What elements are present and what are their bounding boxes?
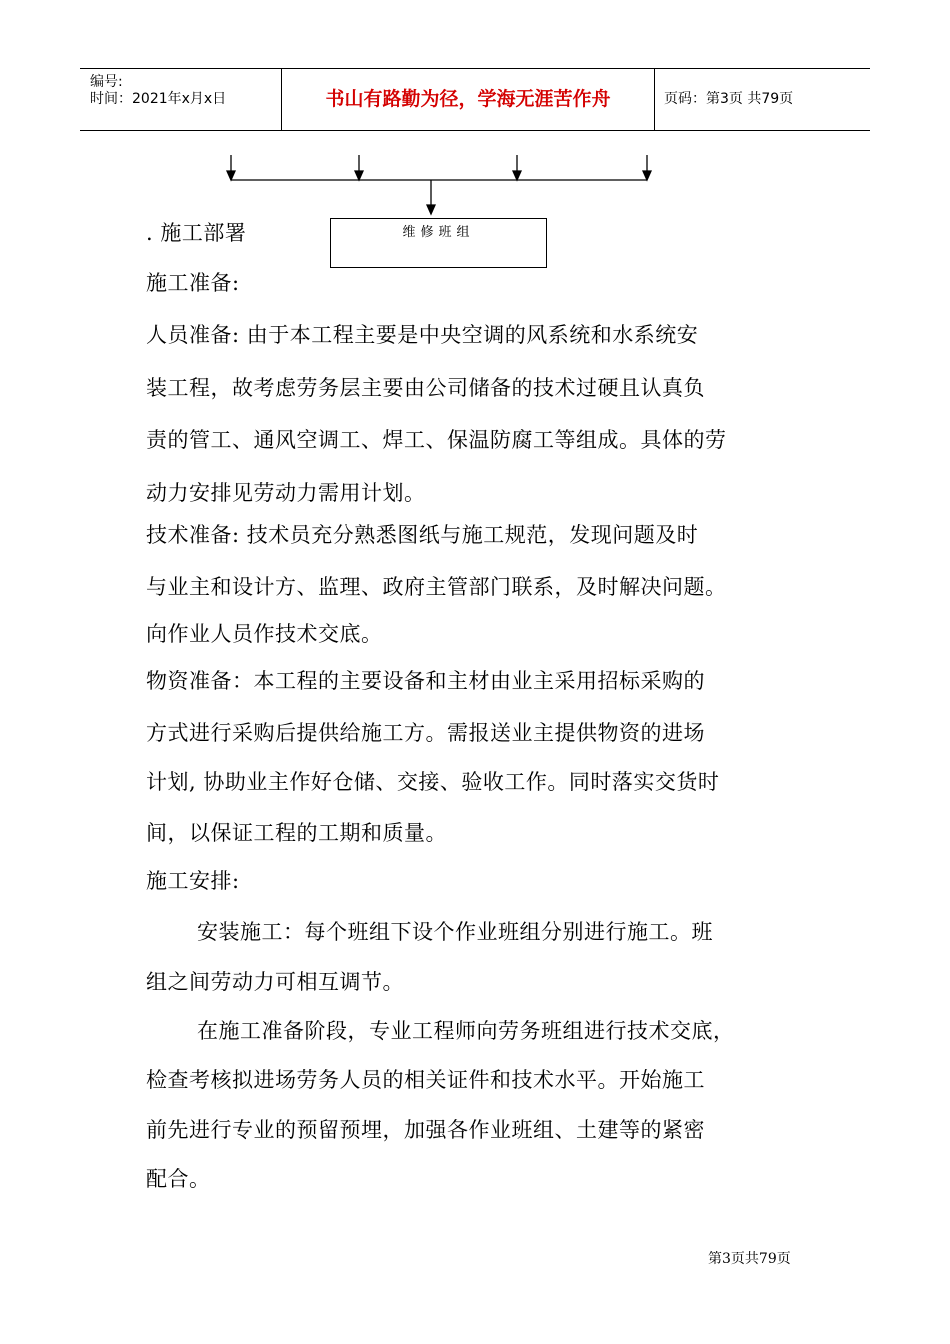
- arrow-head-down: [427, 205, 435, 214]
- text-line: 前先进行专业的预留预埋，加强各作业班组、土建等的紧密: [146, 1118, 705, 1142]
- text-line: 人员准备: 由于本工程主要是中央空调的风系统和水系统安: [146, 323, 699, 347]
- text-line: 技术准备: 技术员充分熟悉图纸与施工规范，发现问题及时: [146, 523, 699, 547]
- text-line: 组之间劳动力可相互调节。: [146, 970, 404, 994]
- header-meta: [80, 69, 281, 130]
- text-line: 施工准备:: [146, 271, 240, 295]
- header-number-label: 编号:: [90, 74, 123, 90]
- org-chart-box-maintenance-team: 维修班组: [330, 218, 547, 268]
- text-line: 施工安排:: [146, 869, 240, 893]
- header-date-label: 时间：2021年x月x日: [90, 91, 227, 107]
- text-line: 安装施工：每个班组下设个作业班组分别进行施工。班: [197, 920, 713, 944]
- arrow-head-2: [355, 171, 363, 180]
- text-line: 检查考核拟进场劳务人员的相关证件和技术水平。开始施工: [146, 1068, 705, 1092]
- header-page-info: [654, 69, 870, 130]
- text-line: 与业主和设计方、监理、政府主管部门联系，及时解决问题。: [146, 575, 727, 599]
- arrow-head-1: [227, 171, 235, 180]
- text-line: 责的管工、通风空调工、焊工、保温防腐工等组成。具体的劳: [146, 428, 727, 452]
- text-line: 配合。: [146, 1167, 211, 1191]
- page-header: [80, 68, 870, 131]
- text-line: 物资准备：本工程的主要设备和主材由业主采用招标采购的: [146, 669, 705, 693]
- text-line: 间，以保证工程的工期和质量。: [146, 821, 447, 845]
- arrow-head-4: [643, 171, 651, 180]
- text-line: 在施工准备阶段，专业工程师向劳务班组进行技术交底，: [197, 1019, 735, 1043]
- arrow-head-3: [513, 171, 521, 180]
- text-line: 计划, 协助业主作好仓储、交接、验收工作。同时落实交货时: [146, 770, 720, 794]
- page-footer: 第3页共79页: [708, 1251, 791, 1267]
- section-heading: . 施工部署: [146, 221, 247, 245]
- text-line: 装工程，故考虑劳务层主要由公司储备的技术过硬且认真负: [146, 376, 705, 400]
- text-line: 动力安排见劳动力需用计划。: [146, 481, 426, 505]
- header-page-label: 页码：第3页 共79页: [664, 91, 794, 107]
- header-motto: 书山有路勤为径，学海无涯苦作舟: [281, 69, 655, 130]
- text-line: 向作业人员作技术交底。: [146, 622, 383, 646]
- text-line: 方式进行采购后提供给施工方。需报送业主提供物资的进场: [146, 721, 705, 745]
